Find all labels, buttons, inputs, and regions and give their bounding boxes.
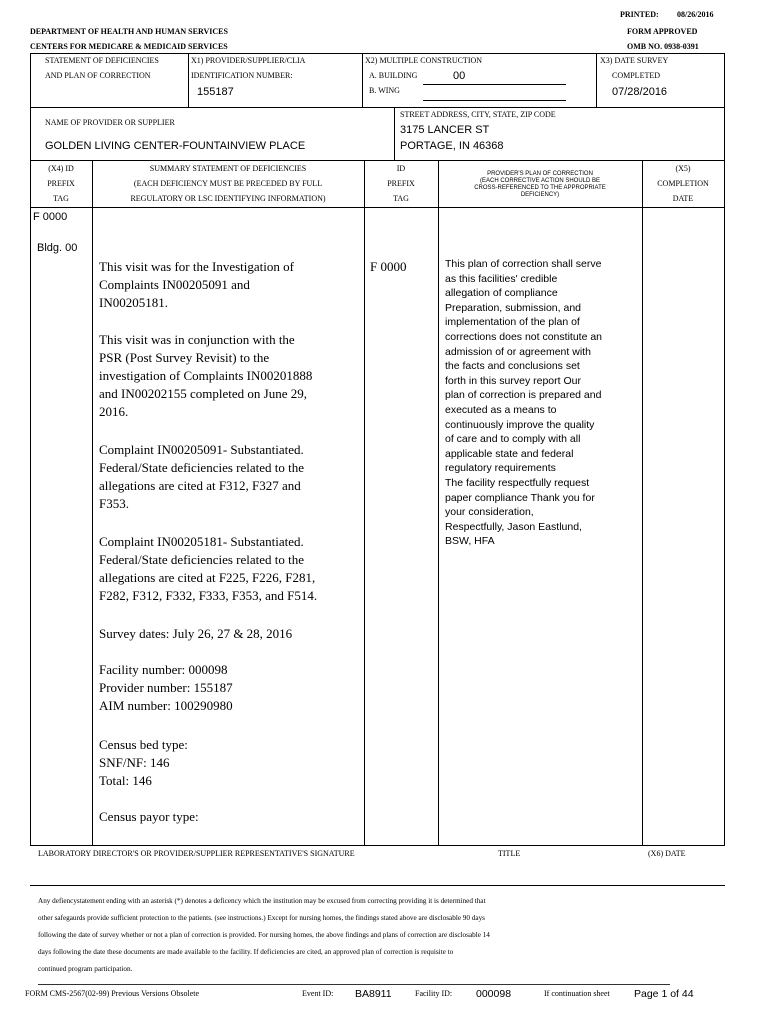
x6-date-label: (X6) DATE xyxy=(648,849,686,858)
building-label: A. BUILDING xyxy=(369,71,418,80)
event-id-label: Event ID: xyxy=(302,989,334,998)
form-approved: FORM APPROVED xyxy=(627,27,698,36)
summary-sub2: REGULATORY OR LSC IDENTIFYING INFORMATION) xyxy=(130,194,326,203)
form-number: FORM CMS-2567(02-99) Previous Versions Obsolete xyxy=(25,989,200,998)
left-tag: F 0000 xyxy=(33,211,68,223)
disclaimer-line-4: days following the date these documents are made available to the facility. If deficiencies are cited, an approved plan of correction is requisite to xyxy=(38,948,454,956)
plan-label: AND PLAN OF CORRECTION xyxy=(45,71,151,80)
building-tag: Bldg. 00 xyxy=(37,242,78,254)
id-header: ID xyxy=(396,164,406,173)
building-value: 00 xyxy=(453,70,466,82)
x1-label: X1) PROVIDER/SUPPLIER/CLIA xyxy=(191,56,306,65)
top-rule xyxy=(30,53,725,54)
paragraph-psr: This visit was in conjunction with the PSR (Post Survey Revisit) to the investigation of Complaints IN00201888 and IN00202155 completed on June 29, 2016. xyxy=(99,332,313,419)
event-id-value: BA8911 xyxy=(355,988,392,1000)
poc-header-l1: PROVIDER'S PLAN OF CORRECTION xyxy=(487,171,593,177)
printed-date: 08/26/2016 xyxy=(677,10,714,19)
x4-prefix: PREFIX xyxy=(47,179,75,188)
paragraph-complaint-1: Complaint IN00205091- Substantiated. Federal/State deficiencies related to the allegations are cited at F312, F327 and F353. xyxy=(99,442,305,511)
completed-label: COMPLETED xyxy=(612,71,660,80)
title-label: TITLE xyxy=(498,849,521,858)
wing-label: B. WING xyxy=(369,86,400,95)
right-tag: F 0000 xyxy=(370,259,407,274)
provider-number: 155187 xyxy=(197,86,234,98)
x4-tag: TAG xyxy=(53,194,69,203)
survey-date: 07/28/2016 xyxy=(612,86,668,98)
signature-rule xyxy=(30,885,725,886)
address-label: STREET ADDRESS, CITY, STATE, ZIP CODE xyxy=(400,110,556,119)
x5-completion: COMPLETION xyxy=(657,179,709,188)
provider-bottom-rule xyxy=(30,160,725,161)
census-bed-type: Census bed type: SNF/NF: 146 Total: 146 xyxy=(99,737,188,788)
facility-id-label: Facility ID: xyxy=(415,989,453,998)
identification-label: IDENTIFICATION NUMBER: xyxy=(191,71,293,80)
x4-header: (X4) ID xyxy=(48,164,74,173)
centers-title: CENTERS FOR MEDICARE & MEDICAID SERVICES xyxy=(30,42,228,51)
address-street: 3175 LANCER ST xyxy=(400,124,490,136)
x5-date: DATE xyxy=(672,194,694,203)
table-bottom-rule xyxy=(30,845,725,846)
census-payor-type: Census payor type: xyxy=(99,809,199,824)
disclaimer-line-5: continued program participation. xyxy=(38,965,133,973)
x3-label: X3) DATE SURVEY xyxy=(600,56,669,65)
address-city: PORTAGE, IN 46368 xyxy=(400,140,504,152)
poc-header-l2: (EACH CORRECTIVE ACTION SHOULD BE xyxy=(479,178,601,184)
poc-header-l4: DEFICIENCY) xyxy=(520,192,560,198)
poc-header-l3: CROSS-REFERENCED TO THE APPROPRIATE xyxy=(474,185,606,191)
omb-number: OMB NO. 0938-0391 xyxy=(627,42,699,51)
paragraph-investigation: This visit was for the Investigation of Complaints IN00205091 and IN00205181. xyxy=(99,259,294,310)
paragraph-complaint-2: Complaint IN00205181- Substantiated. Federal/State deficiencies related to the allegations are cited at F225, F226, F281, F282, F312, F332, F333, F353, and F514. xyxy=(99,534,318,603)
poc-header xyxy=(438,171,642,199)
id-tag: TAG xyxy=(393,194,409,203)
department-title: DEPARTMENT OF HEALTH AND HUMAN SERVICES xyxy=(30,27,228,36)
plan-of-correction: This plan of correction shall serve as this facilities' credible allegation of compliance Preparation, submission, and implementation of the plan of corrections does not constitute an admission of or agreement with the facts and conclusions set forth in this survey report Our plan of correction is prepared and executed as a means to continuously improve the quality of care and to comply with all applicable state and federal regulatory requirements The facility respectfully request paper compliance Thank you for your consideration, Respectfully, Jason Eastlund, BSW, HFA xyxy=(445,258,603,548)
box-bottom-rule xyxy=(30,107,725,108)
printed-label: PRINTED: xyxy=(620,10,659,19)
disclaimer xyxy=(38,893,718,978)
disclaimer-line-3: following the date of survey whether or not a plan of correction is provided. For nursing homes, the above findings and plans of correction are disclosable 14 xyxy=(38,931,490,939)
provider-name: GOLDEN LIVING CENTER-FOUNTAINVIEW PLACE xyxy=(45,140,306,152)
footer-rule xyxy=(38,984,670,985)
x2-label: X2) MULTIPLE CONSTRUCTION xyxy=(365,56,483,65)
summary-sub1: (EACH DEFICIENCY MUST BE PRECEDED BY FULL xyxy=(133,179,323,188)
page-number: Page 1 of 44 xyxy=(634,988,694,1000)
id-prefix: PREFIX xyxy=(387,179,415,188)
column-header-rule xyxy=(30,207,725,208)
statement-label: STATEMENT OF DEFICIENCIES xyxy=(45,56,159,65)
facility-info: Facility number: 000098 Provider number: 155187 AIM number: 100290980 xyxy=(99,662,233,713)
continuation-label: If continuation sheet xyxy=(544,989,610,998)
provider-name-label: NAME OF PROVIDER OR SUPPLIER xyxy=(45,118,175,127)
summary-header: SUMMARY STATEMENT OF DEFICIENCIES xyxy=(149,164,307,173)
signature-label: LABORATORY DIRECTOR'S OR PROVIDER/SUPPLIER REPRESENTATIVE'S SIGNATURE xyxy=(38,849,355,858)
x5-header: (X5) xyxy=(675,164,691,173)
disclaimer-line-2: other safegaurds provide sufficient protection to the patients. (see instructions.) Except for nursing homes, the findings stated above are disclosable 90 days xyxy=(38,914,485,922)
disclaimer-line-1: Any defiencystatement ending with an asterisk (*) denotes a deficency which the institution may be excused from correcting providing it is determined that xyxy=(38,897,486,905)
survey-dates: Survey dates: July 26, 27 & 28, 2016 xyxy=(99,626,293,641)
facility-id-value: 000098 xyxy=(476,988,512,1000)
